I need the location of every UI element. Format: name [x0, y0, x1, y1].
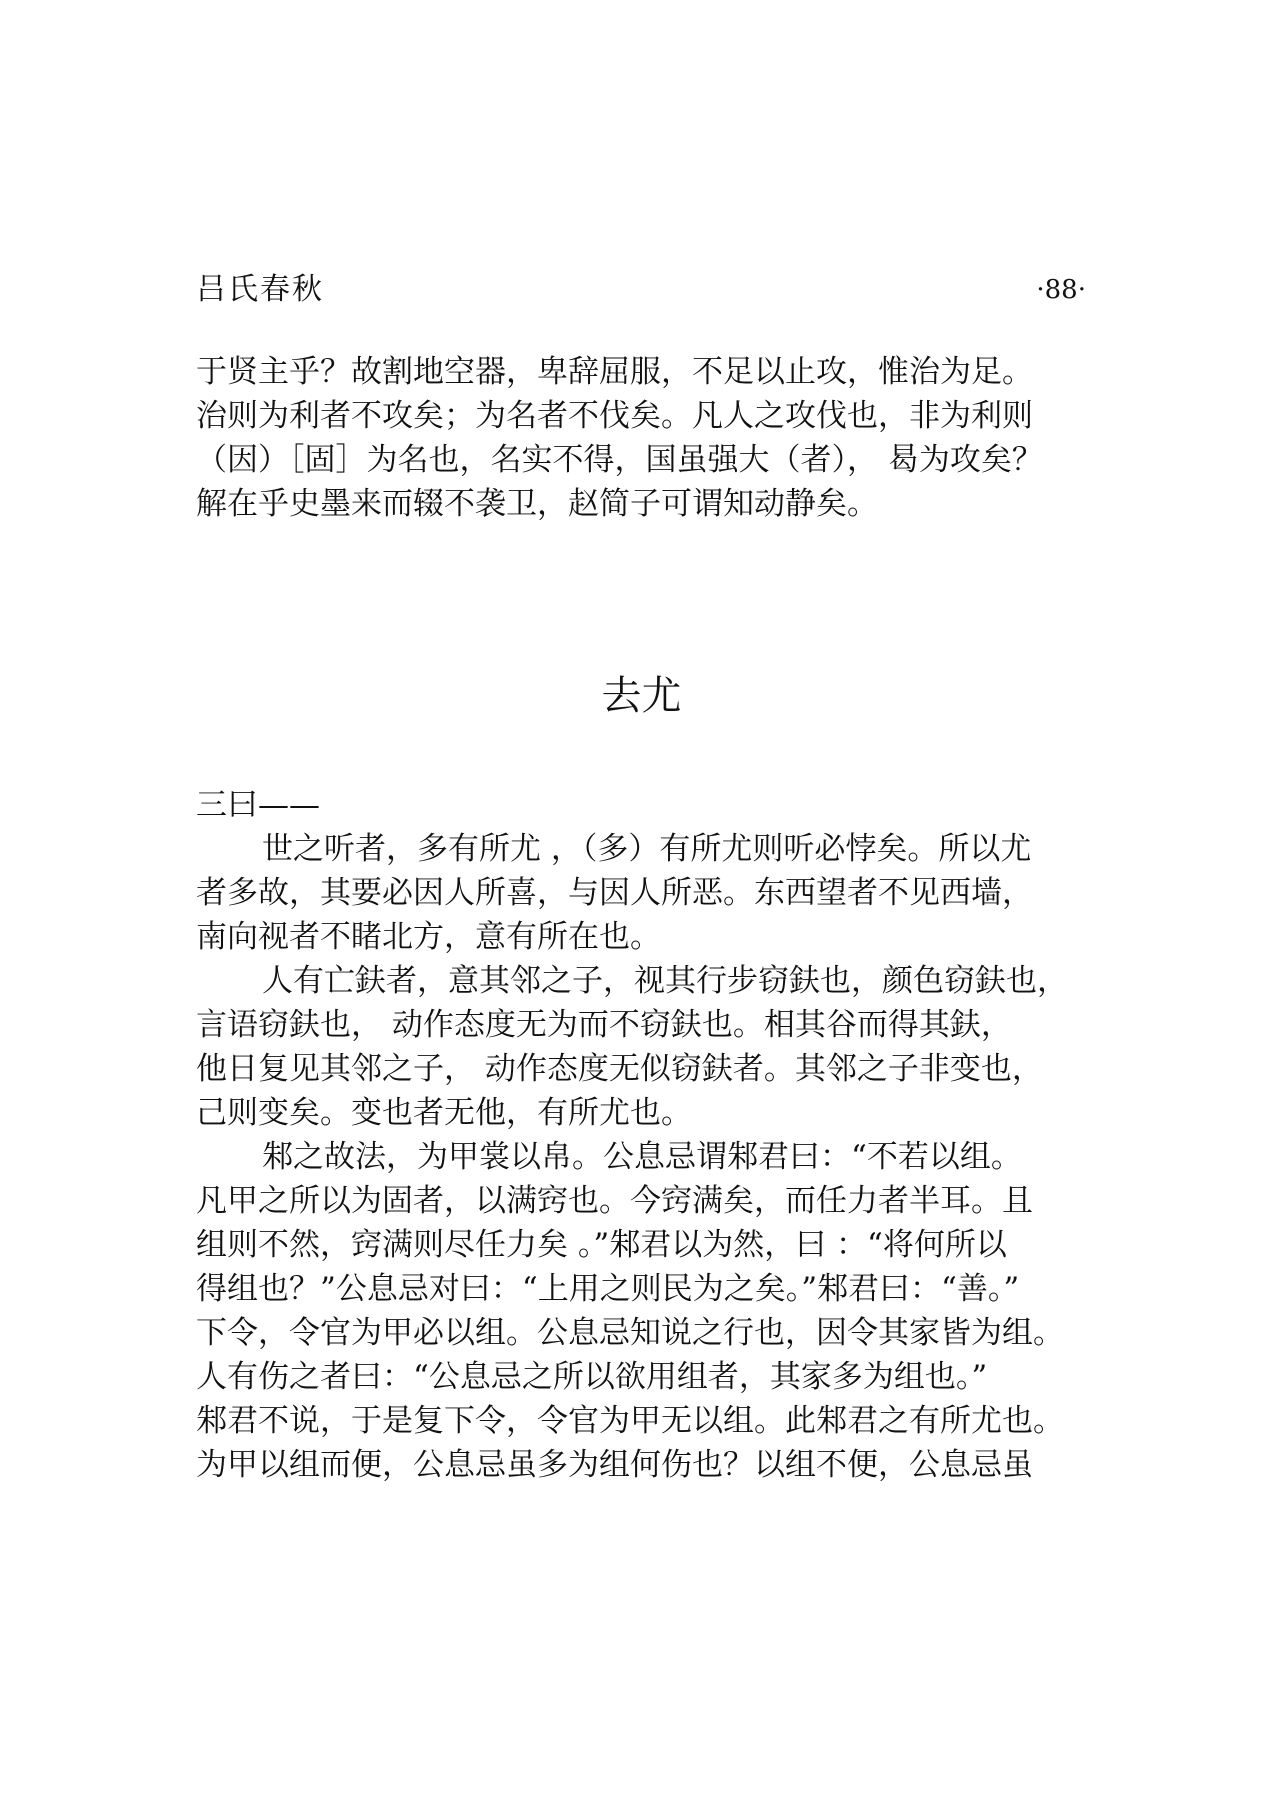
page-number: ·88· — [1036, 275, 1086, 305]
text-line: 凡甲之所以为固者，以满窍也。今窍满矣，而任力者半耳。且 — [196, 1183, 1033, 1219]
intro-paragraph — [196, 350, 1116, 526]
section-title: 去尤 — [601, 673, 682, 719]
book-title: 吕氏春秋 — [196, 272, 324, 307]
text-line: 邾君不说，于是复下令，令官为甲无以组。此邾君之有所尤也。 — [196, 1403, 1064, 1439]
text-line: 南向视者不睹北方，意有所在也。 — [196, 919, 661, 955]
text-line: 世之听者，多有所尤 ，（多）有所尤则听必悖矣。所以尤 — [262, 831, 1032, 867]
text-line: 他日复见其邻之子， 动作态度无似窃鈇者。其邻之子非变也， — [196, 1051, 1043, 1087]
text-line: 邾之故法，为甲裳以帛。公息忌谓邾君曰：“不若以组。 — [262, 1139, 1022, 1175]
text-line: 组则不然，窍满则尽任力矣 。”邾君以为然，曰 ：“将何所以 — [196, 1227, 1007, 1263]
text-line: 治则为利者不攻矣；为名者不伐矣。凡人之攻伐也，非为利则 — [196, 398, 1033, 434]
text-line: 下令，令官为甲必以组。公息忌知说之行也，因令其家皆为组。 — [196, 1315, 1064, 1351]
text-line: 于贤主乎？故割地空器，卑辞屈服，不足以止攻，惟治为足。 — [196, 354, 1033, 390]
text-line: 得组也？”公息忌对曰：“上用之则民为之矣。”邾君曰：“善。” — [196, 1271, 1020, 1307]
text-line: 人有亡鈇者，意其邻之子，视其行步窃鈇也，颜色窃鈇也， — [262, 963, 1068, 999]
section-subtitle: 三曰—— — [196, 787, 320, 823]
text-line: 己则变矣。变也者无他，有所尤也。 — [196, 1095, 692, 1131]
text-line: 者多故，其要必因人所喜，与因人所恶。东西望者不见西墙， — [196, 875, 1033, 911]
text-line: 为甲以组而便，公息忌虽多为组何伤也？以组不便，公息忌虽 — [196, 1447, 1033, 1483]
text-line: 人有伤之者曰：“公息忌之所以欲用组者，其家多为组也。” — [196, 1359, 988, 1395]
running-header — [196, 268, 1086, 312]
text-line: 解在乎史墨来而辍不袭卫，赵简子可谓知动静矣。 — [196, 486, 878, 522]
section-body — [196, 783, 1116, 1487]
text-line: 言语窃鈇也， 动作态度无为而不窃鈇也。相其谷而得其鈇， — [196, 1007, 1012, 1043]
text-line: （因）［固］为名也，名实不得，国虽强大（者）， 曷为攻矣？ — [196, 442, 1043, 478]
